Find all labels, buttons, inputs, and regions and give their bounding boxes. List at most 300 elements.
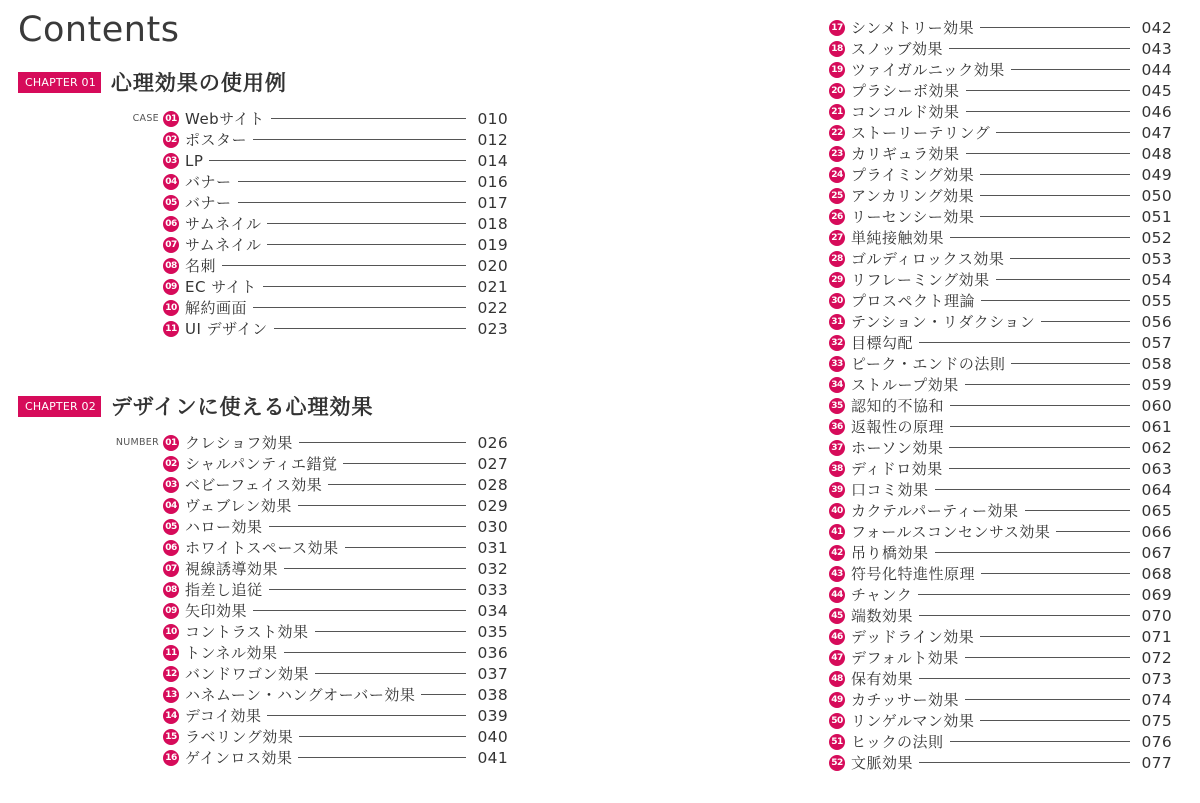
entry-page-number: 063 [1141, 459, 1172, 478]
leader-line [981, 573, 1130, 574]
entry-number-badge: 36 [829, 419, 845, 435]
toc-entry[interactable] [163, 234, 508, 255]
leader-line [345, 547, 466, 548]
entry-number-badge: 11 [163, 645, 179, 661]
entry-title: プラシーボ効果 [851, 82, 960, 100]
entry-number-badge: 41 [829, 524, 845, 540]
toc-entry[interactable] [132, 108, 508, 129]
toc-entry[interactable] [829, 269, 1172, 290]
leader-line [980, 174, 1130, 175]
entry-page-number: 045 [1141, 81, 1172, 100]
leader-line [980, 636, 1130, 637]
entry-number-badge: 22 [829, 125, 845, 141]
entry-number-badge: 16 [163, 750, 179, 766]
entry-number-badge: 13 [163, 687, 179, 703]
list-lead-label: NUMBER [115, 437, 159, 448]
entry-title: 返報性の原理 [851, 418, 945, 436]
toc-entry[interactable] [829, 17, 1172, 38]
leader-line [950, 237, 1130, 238]
entry-title: フォールスコンセンサス効果 [851, 523, 1051, 541]
toc-entry[interactable] [163, 297, 508, 318]
leader-line [966, 111, 1130, 112]
toc-entry[interactable] [829, 164, 1172, 185]
toc-entry[interactable] [829, 563, 1172, 584]
entry-page-number: 032 [477, 559, 508, 578]
leader-line [298, 505, 466, 506]
entry-number-badge: 30 [829, 293, 845, 309]
toc-entry[interactable] [163, 705, 508, 726]
entry-number-badge: 35 [829, 398, 845, 414]
entry-page-number: 038 [477, 685, 508, 704]
entry-title: 名刺 [185, 257, 217, 275]
entry-page-number: 010 [477, 109, 508, 128]
entry-page-number: 029 [477, 496, 508, 515]
leader-line [1010, 258, 1130, 259]
leader-line [918, 594, 1130, 595]
entry-title: ヴェブレン効果 [185, 497, 292, 515]
entry-number-badge: 42 [829, 545, 845, 561]
entry-title: ホワイトスペース効果 [185, 539, 339, 557]
entry-title: LP [185, 151, 204, 170]
entry-title: チャンク [851, 586, 913, 604]
leader-line [950, 405, 1130, 406]
entry-title: コンコルド効果 [851, 103, 960, 121]
entry-title: デコイ効果 [185, 707, 262, 725]
leader-line [328, 484, 466, 485]
leader-line [267, 715, 466, 716]
entry-number-badge: 17 [829, 20, 845, 36]
entry-number-badge: 07 [163, 237, 179, 253]
leader-line [267, 244, 466, 245]
leader-line [935, 552, 1130, 553]
chapter-02-heading [18, 388, 373, 424]
entry-title: デフォルト効果 [851, 649, 959, 667]
entry-number-badge: 31 [829, 314, 845, 330]
entry-title: バナー [185, 173, 232, 191]
page-title: Contents [18, 10, 180, 50]
entry-number-badge: 06 [163, 216, 179, 232]
entry-number-badge: 40 [829, 503, 845, 519]
toc-entry[interactable] [163, 726, 508, 747]
entry-number-badge: 49 [829, 692, 845, 708]
leader-line [421, 694, 466, 695]
entry-page-number: 067 [1141, 543, 1172, 562]
entry-number-badge: 45 [829, 608, 845, 624]
entry-title: 視線誘導効果 [185, 560, 279, 578]
entry-page-number: 073 [1141, 669, 1172, 688]
toc-entry[interactable] [829, 458, 1172, 479]
chapter-tag: CHAPTER 01 [18, 72, 101, 93]
leader-line [315, 631, 466, 632]
toc-entry[interactable] [829, 710, 1172, 731]
leader-line [267, 223, 466, 224]
entry-title: カクテルパーティー効果 [851, 502, 1019, 520]
toc-entry[interactable] [829, 80, 1172, 101]
toc-entry[interactable] [163, 474, 508, 495]
toc-entry[interactable] [829, 437, 1172, 458]
chapter-title: デザインに使える心理効果 [110, 395, 374, 419]
entry-page-number: 020 [477, 256, 508, 275]
toc-entry[interactable] [829, 227, 1172, 248]
entry-title: 認知的不協和 [851, 397, 945, 415]
entry-page-number: 048 [1141, 144, 1172, 163]
entry-number-badge: 04 [163, 174, 179, 190]
leader-line [222, 265, 466, 266]
entry-title: UI デザイン [185, 320, 268, 338]
leader-line [949, 48, 1130, 49]
entry-title: トンネル効果 [185, 644, 278, 662]
toc-entry[interactable] [829, 626, 1172, 647]
toc-entry[interactable] [829, 332, 1172, 353]
entry-title: ストループ効果 [851, 376, 959, 394]
entry-page-number: 054 [1141, 270, 1172, 289]
entry-title: ハロー効果 [185, 518, 263, 536]
entry-title: 端数効果 [851, 607, 914, 625]
leader-line [980, 195, 1130, 196]
toc-entry[interactable] [163, 579, 508, 600]
entry-number-badge: 18 [829, 41, 845, 57]
entry-number-badge: 19 [829, 62, 845, 78]
entry-page-number: 075 [1141, 711, 1172, 730]
toc-entry[interactable] [163, 276, 508, 297]
entry-number-badge: 01 [163, 111, 179, 127]
entry-title: プライミング効果 [851, 166, 975, 184]
toc-entry[interactable] [829, 668, 1172, 689]
entry-page-number: 031 [477, 538, 508, 557]
entry-title: ピーク・エンドの法則 [851, 355, 1006, 373]
entry-number-badge: 23 [829, 146, 845, 162]
toc-entry[interactable] [829, 59, 1172, 80]
entry-number-badge: 05 [163, 195, 179, 211]
entry-page-number: 056 [1141, 312, 1172, 331]
entry-title: カリギュラ効果 [851, 145, 960, 163]
leader-line [343, 463, 466, 464]
entry-number-badge: 03 [163, 153, 179, 169]
entry-number-badge: 02 [163, 132, 179, 148]
leader-line [263, 286, 466, 287]
entry-page-number: 047 [1141, 123, 1172, 142]
leader-line [935, 489, 1130, 490]
entry-page-number: 062 [1141, 438, 1172, 457]
entry-title: アンカリング効果 [851, 187, 975, 205]
entry-page-number: 076 [1141, 732, 1172, 751]
entry-number-badge: 09 [163, 603, 179, 619]
entry-title: ホーソン効果 [851, 439, 944, 457]
entry-number-badge: 48 [829, 671, 845, 687]
entry-page-number: 077 [1141, 753, 1172, 772]
leader-line [949, 468, 1130, 469]
entry-page-number: 035 [477, 622, 508, 641]
entry-number-badge: 15 [163, 729, 179, 745]
entry-page-number: 019 [477, 235, 508, 254]
entry-page-number: 055 [1141, 291, 1172, 310]
entry-title: ストーリーテリング [851, 124, 991, 142]
entry-page-number: 028 [477, 475, 508, 494]
entry-number-badge: 10 [163, 300, 179, 316]
entry-title: シャルパンティエ錯覚 [185, 455, 338, 473]
toc-entry[interactable] [163, 642, 508, 663]
leader-line [238, 181, 466, 182]
entry-title: ゴルディロックス効果 [851, 250, 1005, 268]
entry-title: シンメトリー効果 [851, 19, 975, 37]
entry-number-badge: 21 [829, 104, 845, 120]
entry-number-badge: 11 [163, 321, 179, 337]
entry-number-badge: 08 [163, 582, 179, 598]
leader-line [981, 300, 1130, 301]
leader-line [919, 615, 1130, 616]
entry-page-number: 052 [1141, 228, 1172, 247]
leader-line [966, 153, 1130, 154]
entry-title: バナー [185, 194, 232, 212]
entry-page-number: 068 [1141, 564, 1172, 583]
entry-title: リーセンシー効果 [851, 208, 975, 226]
entry-page-number: 036 [477, 643, 508, 662]
leader-line [299, 736, 466, 737]
entry-page-number: 060 [1141, 396, 1172, 415]
entry-number-badge: 04 [163, 498, 179, 514]
toc-entry[interactable] [829, 353, 1172, 374]
toc-entry[interactable] [115, 432, 508, 453]
entry-title: コントラスト効果 [185, 623, 309, 641]
entry-title: 吊り橋効果 [851, 544, 929, 562]
toc-entry[interactable] [829, 374, 1172, 395]
entry-page-number: 070 [1141, 606, 1172, 625]
toc-entry[interactable] [829, 101, 1172, 122]
toc-entry[interactable] [829, 416, 1172, 437]
leader-line [299, 442, 466, 443]
toc-entry[interactable] [829, 689, 1172, 710]
entry-number-badge: 34 [829, 377, 845, 393]
entry-page-number: 033 [477, 580, 508, 599]
entry-page-number: 061 [1141, 417, 1172, 436]
entry-page-number: 044 [1141, 60, 1172, 79]
toc-entry[interactable] [163, 150, 508, 171]
toc-entry[interactable] [829, 752, 1172, 773]
entry-page-number: 022 [477, 298, 508, 317]
entry-title: 文脈効果 [851, 754, 914, 772]
entry-page-number: 012 [477, 130, 508, 149]
leader-line [284, 652, 466, 653]
entry-title: EC サイト [185, 278, 257, 296]
entry-page-number: 069 [1141, 585, 1172, 604]
toc-entry[interactable] [829, 185, 1172, 206]
leader-line [965, 657, 1130, 658]
toc-entry[interactable] [829, 521, 1172, 542]
leader-line [1041, 321, 1130, 322]
toc-entry[interactable] [163, 192, 508, 213]
entry-page-number: 058 [1141, 354, 1172, 373]
toc-entry[interactable] [163, 129, 508, 150]
entry-number-badge: 33 [829, 356, 845, 372]
toc-entry[interactable] [829, 479, 1172, 500]
entry-page-number: 057 [1141, 333, 1172, 352]
entry-title: 符号化特進性原理 [851, 565, 976, 583]
entry-page-number: 037 [477, 664, 508, 683]
entry-title: 単純接触効果 [851, 229, 945, 247]
entry-page-number: 065 [1141, 501, 1172, 520]
entry-title: Webサイト [185, 110, 265, 128]
leader-line [965, 699, 1130, 700]
entry-page-number: 051 [1141, 207, 1172, 226]
toc-entry[interactable] [163, 171, 508, 192]
entry-number-badge: 08 [163, 258, 179, 274]
entry-page-number: 066 [1141, 522, 1172, 541]
entry-number-badge: 24 [829, 167, 845, 183]
entry-title: クレショフ効果 [185, 434, 293, 452]
number-list-left [115, 432, 508, 768]
entry-title: バンドワゴン効果 [185, 665, 310, 683]
leader-line [950, 426, 1130, 427]
toc-entry[interactable] [163, 621, 508, 642]
entry-page-number: 043 [1141, 39, 1172, 58]
leader-line [965, 384, 1130, 385]
toc-entry[interactable] [163, 213, 508, 234]
entry-page-number: 071 [1141, 627, 1172, 646]
entry-number-badge: 10 [163, 624, 179, 640]
entry-page-number: 040 [477, 727, 508, 746]
toc-entry[interactable] [829, 731, 1172, 752]
entry-number-badge: 52 [829, 755, 845, 771]
entry-number-badge: 25 [829, 188, 845, 204]
toc-entry[interactable] [829, 38, 1172, 59]
leader-line [1011, 363, 1130, 364]
entry-page-number: 030 [477, 517, 508, 536]
leader-line [315, 673, 466, 674]
leader-line [966, 90, 1130, 91]
entry-title: スノッブ効果 [851, 40, 943, 58]
entry-number-badge: 37 [829, 440, 845, 456]
toc-entry[interactable] [829, 248, 1172, 269]
toc-entry[interactable] [163, 516, 508, 537]
entry-page-number: 074 [1141, 690, 1172, 709]
entry-number-badge: 01 [163, 435, 179, 451]
leader-line [209, 160, 466, 161]
toc-entry[interactable] [829, 395, 1172, 416]
chapter-01-heading [18, 64, 287, 100]
case-list [132, 108, 508, 339]
number-list-right [829, 17, 1172, 773]
leader-line [949, 447, 1130, 448]
entry-title: ハネムーン・ハングオーバー効果 [185, 686, 416, 704]
leader-line [996, 279, 1130, 280]
entry-number-badge: 20 [829, 83, 845, 99]
leader-line [950, 741, 1130, 742]
toc-entry[interactable] [829, 206, 1172, 227]
entry-title: サムネイル [185, 236, 262, 254]
entry-title: 指差し追従 [185, 581, 263, 599]
entry-number-badge: 14 [163, 708, 179, 724]
entry-page-number: 026 [477, 433, 508, 452]
entry-page-number: 023 [477, 319, 508, 338]
entry-title: 保有効果 [851, 670, 914, 688]
entry-number-badge: 05 [163, 519, 179, 535]
entry-number-badge: 12 [163, 666, 179, 682]
toc-entry[interactable] [163, 255, 508, 276]
entry-page-number: 041 [477, 748, 508, 767]
toc-entry[interactable] [829, 122, 1172, 143]
toc-entry[interactable] [163, 600, 508, 621]
entry-number-badge: 47 [829, 650, 845, 666]
entry-page-number: 049 [1141, 165, 1172, 184]
chapter-title: 心理効果の使用例 [110, 71, 287, 95]
toc-entry[interactable] [829, 542, 1172, 563]
list-lead-label: CASE [132, 113, 159, 124]
entry-page-number: 072 [1141, 648, 1172, 667]
leader-line [996, 132, 1130, 133]
entry-number-badge: 32 [829, 335, 845, 351]
entry-number-badge: 29 [829, 272, 845, 288]
toc-entry[interactable] [163, 537, 508, 558]
entry-title: 解約画面 [185, 299, 248, 317]
entry-title: ヒックの法則 [851, 733, 944, 751]
entry-title: デッドライン効果 [851, 628, 975, 646]
leader-line [274, 328, 466, 329]
entry-title: ポスター [185, 131, 248, 149]
entry-page-number: 046 [1141, 102, 1172, 121]
entry-number-badge: 46 [829, 629, 845, 645]
leader-line [919, 678, 1130, 679]
toc-entry[interactable] [163, 684, 508, 705]
toc-entry[interactable] [829, 647, 1172, 668]
entry-number-badge: 44 [829, 587, 845, 603]
toc-entry[interactable] [829, 290, 1172, 311]
entry-title: プロスペクト理論 [851, 292, 976, 310]
entry-title: テンション・リダクション [851, 313, 1036, 331]
entry-page-number: 050 [1141, 186, 1172, 205]
entry-page-number: 064 [1141, 480, 1172, 499]
entry-number-badge: 06 [163, 540, 179, 556]
toc-entry[interactable] [163, 495, 508, 516]
leader-line [1011, 69, 1130, 70]
toc-entry[interactable] [829, 584, 1172, 605]
leader-line [271, 118, 466, 119]
toc-entry[interactable] [829, 311, 1172, 332]
entry-number-badge: 50 [829, 713, 845, 729]
leader-line [269, 526, 466, 527]
entry-number-badge: 26 [829, 209, 845, 225]
entry-title: ゲインロス効果 [185, 749, 293, 767]
leader-line [1056, 531, 1130, 532]
entry-number-badge: 51 [829, 734, 845, 750]
toc-entry[interactable] [163, 663, 508, 684]
toc-entry[interactable] [163, 747, 508, 768]
toc-entry[interactable] [163, 558, 508, 579]
entry-page-number: 059 [1141, 375, 1172, 394]
leader-line [269, 589, 466, 590]
entry-title: ラベリング効果 [185, 728, 294, 746]
leader-line [980, 216, 1130, 217]
entry-title: 目標勾配 [851, 334, 914, 352]
entry-title: ディドロ効果 [851, 460, 943, 478]
entry-page-number: 027 [477, 454, 508, 473]
leader-line [980, 27, 1130, 28]
entry-title: リフレーミング効果 [851, 271, 990, 289]
toc-entry[interactable] [829, 605, 1172, 626]
toc-entry[interactable] [163, 318, 508, 339]
entry-page-number: 014 [477, 151, 508, 170]
toc-entry[interactable] [829, 500, 1172, 521]
toc-entry[interactable] [163, 453, 508, 474]
toc-entry[interactable] [829, 143, 1172, 164]
entry-page-number: 034 [477, 601, 508, 620]
entry-number-badge: 39 [829, 482, 845, 498]
leader-line [284, 568, 466, 569]
entry-page-number: 042 [1141, 18, 1172, 37]
leader-line [238, 202, 466, 203]
entry-title: サムネイル [185, 215, 262, 233]
entry-title: ツァイガルニック効果 [851, 61, 1005, 79]
leader-line [1025, 510, 1130, 511]
